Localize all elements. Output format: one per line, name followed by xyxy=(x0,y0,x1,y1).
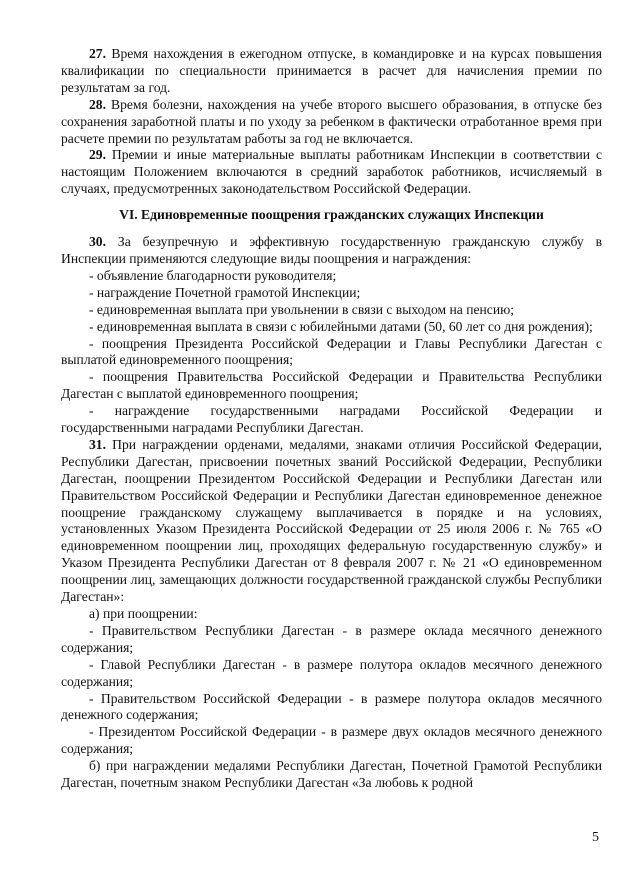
paragraph-text: Премии и иные материальные выплаты работникам Инспекции в соответствии с настоящим Положением включаются в средний заработок работников, исчисляемый в случаях, предусмотренных законодательством Российской Федерации. xyxy=(61,147,602,197)
page-number: 5 xyxy=(592,830,599,845)
list-item: - Правительством Республики Дагестан - в размере оклада месячного денежного содержания; xyxy=(61,622,602,655)
paragraph-number: 31. xyxy=(89,436,106,452)
paragraph-text: Время болезни, нахождения на учебе второго высшего образования, в отпуске без сохранения заработной платы и по уходу за ребенком в фактически отработанное время при расчете премии по результатам работы за год не включается. xyxy=(61,96,602,146)
paragraph-number: 30. xyxy=(89,234,106,250)
subsection-a: а) при поощрении: xyxy=(89,606,198,621)
list-item: - Правительством Российской Федерации - в размере полутора окладов месячного денежного содержания; xyxy=(61,690,602,723)
list-item: - награждение государственными наградами Российской Федерации и государственными наградами Республики Дагестан. xyxy=(61,403,602,436)
section-title: VI. Единовременные поощрения гражданских служащих Инспекции xyxy=(119,207,544,223)
paragraph-31 xyxy=(61,437,602,606)
list-item: - награждение Почетной грамотой Инспекции; xyxy=(89,284,361,300)
paragraph-number: 28. xyxy=(89,96,106,112)
paragraph-number: 29. xyxy=(89,147,106,163)
document-body xyxy=(61,46,602,792)
paragraph-28 xyxy=(61,97,602,148)
paragraph-29 xyxy=(61,147,602,198)
list-item: - единовременная выплата при увольнении в связи с выходом на пенсию; xyxy=(89,301,515,317)
paragraph-text: За безупречную и эффективную государственную гражданскую службу в Инспекции применяются следующие виды поощрения и награждения: xyxy=(61,234,602,266)
paragraph-text: Время нахождения в ежегодном отпуске, в командировке и на курсах повышения квалификации по специальности принимается в расчет для начисления премии по результатам за год. xyxy=(61,46,602,95)
subsection-b: б) при награждении медалями Республики Дагестан, Почетной Грамотой Республики Дагестан, почетным знаком Республики Дагестан «За любовь к родной xyxy=(61,758,602,791)
list-item: - Президентом Российской Федерации - в размере двух окладов месячного денежного содержания; xyxy=(61,724,602,757)
list-item: - поощрения Президента Российской Федерации и Главы Республики Дагестан с выплатой единовременного поощрения; xyxy=(61,335,602,368)
list-item: - объявление благодарности руководителя; xyxy=(89,267,337,283)
list-item: - поощрения Правительства Российской Федерации и Правительства Республики Дагестан с выплатой единовременного поощрения; xyxy=(61,369,602,402)
paragraph-text: При награждении орденами, медалями, знаками отличия Российской Федерации, Республики Дагестан, присвоении почетных званий Российской Федерации, Республики Дагестан, поощрении Президентом Российской Федерации и Республики Дагестан или Правительством Российской Федерации и Республики Дагестан единовременное денежное поощрение гражданскому служащему выплачивается в порядке и на условиях, установленных Указом Президента Российской Федерации от 25 июля 2006 г. № 765 «О единовременном поощрении лиц, проходящих федеральную государственную службу» и Указом Президента Республики Дагестан от 8 февраля 2007 г. № 21 «О единовременном поощрении лиц, замещающих должности государственной гражданской службы Республики Дагестан»: xyxy=(61,436,602,605)
paragraph-30 xyxy=(61,234,602,268)
paragraph-number: 27. xyxy=(89,46,106,61)
list-item: - единовременная выплата в связи с юбилейными датами (50, 60 лет со дня рождения); xyxy=(89,318,593,334)
paragraph-27 xyxy=(61,46,602,97)
list-item: - Главой Республики Дагестан - в размере полутора окладов месячного денежного содержания; xyxy=(61,656,602,689)
